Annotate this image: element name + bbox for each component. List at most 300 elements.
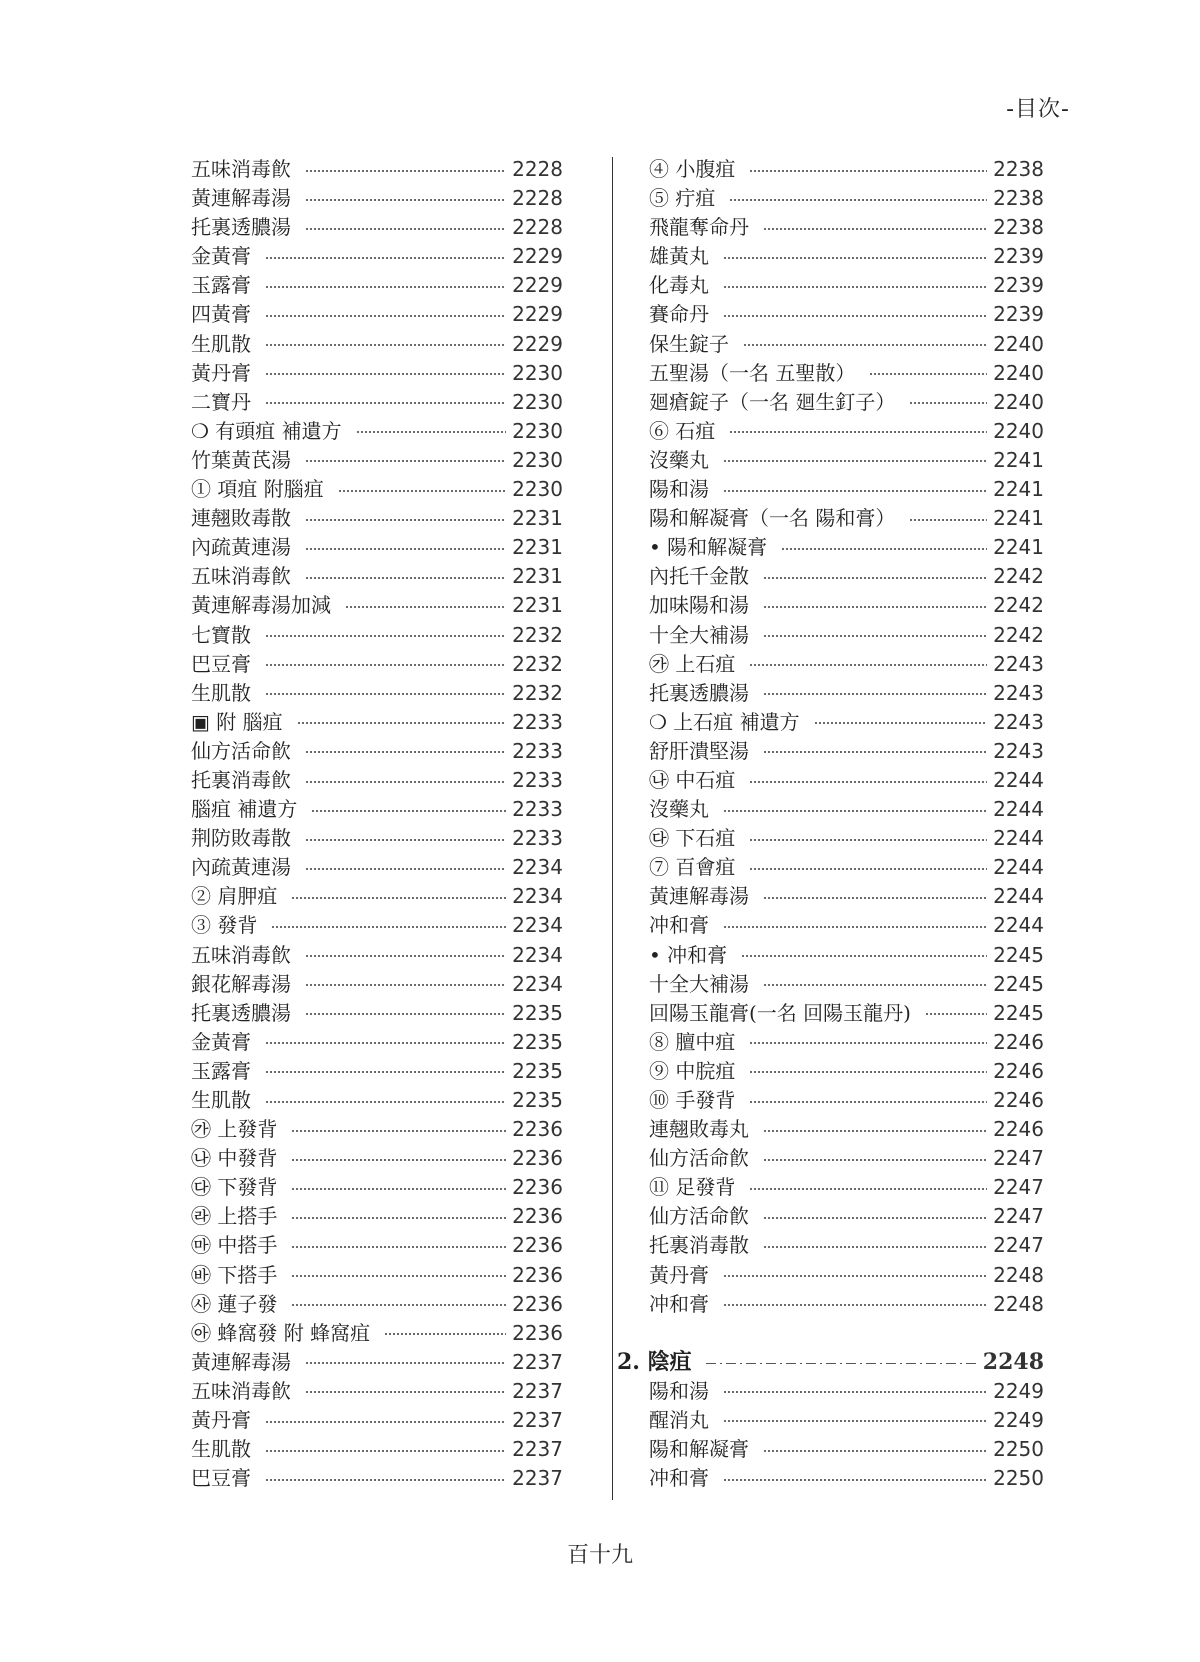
- entry-page-number: 2231: [512, 593, 563, 618]
- entry-page-number: 2233: [512, 738, 563, 763]
- entry-title: 2. 陰疽: [617, 1348, 692, 1375]
- entry-page-number: 2246: [993, 1088, 1044, 1112]
- dot-leader: [723, 315, 987, 317]
- toc-entry: [649, 679, 1044, 708]
- entry-title: 沒藥丸: [649, 447, 709, 472]
- entry-title: 陽和湯: [649, 477, 709, 502]
- toc-entry: [191, 650, 563, 679]
- entry-page-number: 2232: [512, 680, 563, 705]
- dot-leader: [305, 170, 506, 172]
- dot-leader: [311, 810, 506, 812]
- entry-title: 四黃膏: [191, 302, 251, 327]
- entry-page-number: 2236: [512, 1320, 563, 1345]
- entry-title: ⑨ 中脘疽: [649, 1058, 736, 1083]
- entry-page-number: 2249: [993, 1378, 1044, 1403]
- dot-leader: [749, 664, 987, 666]
- dot-leader: [706, 1363, 977, 1364]
- entry-title: 內疏黃連湯: [191, 535, 291, 560]
- entry-title: 五味消毒飮: [191, 157, 291, 181]
- entry-title: 托裏消毒飮: [191, 767, 291, 792]
- dot-leader: [305, 548, 506, 550]
- dot-leader: [723, 460, 987, 462]
- entry-title: 仙方活命飮: [649, 1146, 749, 1171]
- entry-title: 陽和湯: [649, 1378, 709, 1403]
- dot-leader: [741, 955, 987, 957]
- toc-entry: [649, 1173, 1044, 1202]
- entry-title: ㉯ 中發背: [191, 1146, 278, 1171]
- entry-page-number: 2243: [993, 651, 1044, 676]
- entry-page-number: 2236: [512, 1262, 563, 1287]
- entry-title: ③ 發背: [191, 913, 258, 938]
- dot-leader: [265, 402, 506, 404]
- toc-entry: [191, 300, 563, 329]
- toc-entry: [191, 1057, 563, 1086]
- toc-entry: [191, 1348, 563, 1377]
- toc-entry: [191, 766, 563, 795]
- entry-title: ② 肩胛疽: [191, 884, 278, 909]
- entry-page-number: 2233: [512, 709, 563, 734]
- dot-leader: [338, 490, 506, 492]
- entry-title: 黃丹膏: [649, 1262, 709, 1287]
- entry-page-number: 2238: [993, 157, 1044, 181]
- toc-entry: [649, 1028, 1044, 1057]
- entry-page-number: 2242: [993, 564, 1044, 589]
- toc-entry: [649, 708, 1044, 737]
- dot-leader: [729, 431, 987, 433]
- entry-page-number: 2250: [993, 1437, 1044, 1462]
- dot-leader: [265, 257, 506, 259]
- toc-entry: [191, 591, 563, 620]
- toc-entry: [191, 533, 563, 562]
- toc-entry: [649, 1435, 1044, 1464]
- toc-entry: [191, 242, 563, 271]
- entry-title: ㉵ 蜂窩發 附 蜂窩疽: [191, 1320, 371, 1345]
- dot-leader: [925, 1013, 987, 1015]
- entry-page-number: 2230: [512, 477, 563, 502]
- entry-title: 冲和膏: [649, 913, 709, 938]
- entry-page-number: 2234: [512, 884, 563, 909]
- entry-title: 賽命丹: [649, 302, 709, 327]
- entry-title: 化毒丸: [649, 273, 709, 298]
- entry-title: ㉱ 上搭手: [191, 1204, 278, 1229]
- toc-entry: [649, 824, 1044, 853]
- dot-leader: [265, 1479, 506, 1481]
- dot-leader: [271, 926, 506, 928]
- dot-leader: [291, 1159, 506, 1161]
- toc-entry: [649, 271, 1044, 300]
- entry-title: 托裏消毒散: [649, 1233, 749, 1258]
- entry-title: 內疏黃連湯: [191, 855, 291, 880]
- entry-page-number: 2237: [512, 1349, 563, 1374]
- entry-title: 沒藥丸: [649, 797, 709, 822]
- entry-page-number: 2231: [512, 535, 563, 560]
- entry-page-number: 2245: [993, 971, 1044, 996]
- entry-title: 保生錠子: [649, 331, 729, 356]
- toc-entry: [649, 766, 1044, 795]
- entry-page-number: 2229: [512, 331, 563, 356]
- toc-entry: [191, 1202, 563, 1231]
- entry-title: 連翹敗毒丸: [649, 1117, 749, 1142]
- toc-entry: [191, 853, 563, 882]
- dot-leader: [265, 373, 506, 375]
- entry-title: 巴豆膏: [191, 651, 251, 676]
- entry-title: 雄黃丸: [649, 244, 709, 269]
- dot-leader: [749, 170, 987, 172]
- dot-leader: [749, 781, 987, 783]
- toc-entry: [649, 1290, 1044, 1319]
- dot-leader: [291, 897, 506, 899]
- toc-entry: [191, 1290, 563, 1319]
- entry-title: 竹葉黃芪湯: [191, 447, 291, 472]
- dot-leader: [305, 1362, 506, 1364]
- entry-title: ⑥ 石疽: [649, 418, 716, 443]
- entry-page-number: 2244: [993, 855, 1044, 880]
- toc-entry: [191, 1231, 563, 1260]
- toc-entry: [649, 388, 1044, 417]
- entry-page-number: 2248: [982, 1348, 1044, 1375]
- entry-title: 黃連解毒湯: [191, 1349, 291, 1374]
- entry-page-number: 2244: [993, 767, 1044, 792]
- entry-title: ⑧ 膻中疽: [649, 1029, 736, 1054]
- entry-page-number: 2247: [993, 1233, 1044, 1258]
- entry-title: ▣ 附 腦疽: [191, 709, 283, 734]
- dot-leader: [305, 1391, 506, 1393]
- dot-leader: [763, 1246, 987, 1248]
- toc-entry: [649, 533, 1044, 562]
- column-divider: [612, 157, 613, 1500]
- toc-entry: [191, 795, 563, 824]
- toc-entry: [191, 941, 563, 970]
- entry-title: 仙方活命飮: [649, 1204, 749, 1229]
- entry-page-number: 2235: [512, 1029, 563, 1054]
- entry-title: ⑩ 手發背: [649, 1088, 736, 1112]
- dot-leader: [763, 635, 987, 637]
- toc-entry: [649, 591, 1044, 620]
- dot-leader: [297, 722, 506, 724]
- entry-title: 金黃膏: [191, 1029, 251, 1054]
- entry-title: 仙方活命飮: [191, 738, 291, 763]
- dot-leader: [265, 315, 506, 317]
- entry-title: ㉮ 上發背: [191, 1117, 278, 1142]
- entry-page-number: 2237: [512, 1378, 563, 1403]
- dot-leader: [749, 1071, 987, 1073]
- dot-leader: [749, 1042, 987, 1044]
- entry-page-number: 2230: [512, 389, 563, 414]
- toc-entry: [649, 1377, 1044, 1406]
- entry-title: 玉露膏: [191, 1058, 251, 1083]
- entry-page-number: 2233: [512, 767, 563, 792]
- entry-page-number: 2228: [512, 186, 563, 211]
- entry-title: 托裏透膿湯: [191, 1000, 291, 1025]
- entry-page-number: 2243: [993, 738, 1044, 763]
- toc-entry: [649, 941, 1044, 970]
- entry-title: 十全大補湯: [649, 971, 749, 996]
- entry-page-number: 2229: [512, 244, 563, 269]
- entry-title: ㉰ 下發背: [191, 1175, 278, 1200]
- right-column: [617, 155, 1044, 1493]
- entry-page-number: 2229: [512, 302, 563, 327]
- dot-leader: [749, 1101, 987, 1103]
- dot-leader: [763, 693, 987, 695]
- entry-title: 黃丹膏: [191, 360, 251, 385]
- toc-entry: [649, 1464, 1044, 1493]
- toc-entry: [191, 999, 563, 1028]
- entry-page-number: 2236: [512, 1117, 563, 1142]
- entry-page-number: 2241: [993, 477, 1044, 502]
- entry-page-number: 2240: [993, 331, 1044, 356]
- entry-title: 腦疽 補遺方: [191, 797, 298, 822]
- entry-title: 連翹敗毒散: [191, 506, 291, 531]
- entry-page-number: 2245: [993, 1000, 1044, 1025]
- toc-entry: [649, 359, 1044, 388]
- toc-entry: [191, 155, 563, 184]
- entry-page-number: 2230: [512, 360, 563, 385]
- dot-leader: [729, 199, 987, 201]
- entry-page-number: 2239: [993, 244, 1044, 269]
- dot-leader: [291, 1246, 506, 1248]
- entry-title: 冲和膏: [649, 1291, 709, 1316]
- toc-entry: [649, 562, 1044, 591]
- entry-page-number: 2245: [993, 942, 1044, 967]
- toc-entry: [649, 1144, 1044, 1173]
- toc-entry: [191, 1377, 563, 1406]
- entry-title: ❍ 有頭疽 補遺方: [191, 418, 342, 443]
- entry-title: 十全大補湯: [649, 622, 749, 647]
- entry-page-number: 2243: [993, 680, 1044, 705]
- entry-page-number: 2234: [512, 971, 563, 996]
- toc-entry: [649, 882, 1044, 911]
- entry-page-number: 2228: [512, 157, 563, 181]
- toc-entry: [649, 853, 1044, 882]
- dot-leader: [723, 926, 987, 928]
- dot-leader: [265, 1071, 506, 1073]
- toc-entry: [649, 970, 1044, 999]
- toc-entry: [649, 999, 1044, 1028]
- entry-title: 銀花解毒湯: [191, 971, 291, 996]
- entry-title: 黃丹膏: [191, 1408, 251, 1433]
- toc-entry: [649, 650, 1044, 679]
- dot-leader: [781, 548, 987, 550]
- toc-entry: [191, 621, 563, 650]
- entry-page-number: 2250: [993, 1466, 1044, 1491]
- entry-page-number: 2235: [512, 1058, 563, 1083]
- toc-entry: [191, 737, 563, 766]
- entry-title: 托裏透膿湯: [649, 680, 749, 705]
- dot-leader: [763, 1159, 987, 1161]
- dot-leader: [265, 1042, 506, 1044]
- dot-leader: [749, 1188, 987, 1190]
- toc-entry: [649, 155, 1044, 184]
- toc-entry: [649, 213, 1044, 242]
- dot-leader: [763, 606, 987, 608]
- dot-leader: [305, 955, 506, 957]
- entry-title: 黃連解毒湯: [191, 186, 291, 211]
- toc-entry: [649, 621, 1044, 650]
- entry-title: ❍ 上石疽 補遺方: [649, 709, 800, 734]
- toc-entry: [649, 446, 1044, 475]
- entry-page-number: 2246: [993, 1058, 1044, 1083]
- toc-entry: [649, 242, 1044, 271]
- dot-leader: [305, 228, 506, 230]
- entry-title: 回陽玉龍膏(一名 回陽玉龍丹): [649, 1000, 911, 1025]
- dot-leader: [305, 1013, 506, 1015]
- entry-title: 生肌散: [191, 1437, 251, 1462]
- entry-title: 金黃膏: [191, 244, 251, 269]
- toc-entry: [649, 417, 1044, 446]
- dot-leader: [265, 286, 506, 288]
- entry-page-number: 2231: [512, 564, 563, 589]
- entry-page-number: 2236: [512, 1146, 563, 1171]
- entry-page-number: 2233: [512, 826, 563, 851]
- toc-entry: [649, 184, 1044, 213]
- entry-title: 五聖湯（一名 五聖散）: [649, 360, 856, 385]
- dot-leader: [749, 868, 987, 870]
- toc-entry: [191, 1261, 563, 1290]
- entry-page-number: 2243: [993, 709, 1044, 734]
- entry-page-number: 2233: [512, 797, 563, 822]
- entry-title: ⑦ 百會疽: [649, 855, 736, 880]
- dot-leader: [749, 839, 987, 841]
- toc-entry: [191, 1464, 563, 1493]
- toc-entry: [191, 446, 563, 475]
- entry-title: ④ 小腹疽: [649, 157, 736, 181]
- toc-entry: [649, 475, 1044, 504]
- entry-title: 生肌散: [191, 680, 251, 705]
- toc-entry: [649, 1406, 1044, 1435]
- dot-leader: [763, 1130, 987, 1132]
- entry-title: 內托千金散: [649, 564, 749, 589]
- entry-page-number: 2240: [993, 360, 1044, 385]
- toc-entry: [191, 562, 563, 591]
- entry-page-number: 2237: [512, 1408, 563, 1433]
- entry-page-number: 2237: [512, 1466, 563, 1491]
- toc-entry: [191, 1319, 563, 1348]
- entry-page-number: 2248: [993, 1262, 1044, 1287]
- entry-page-number: 2235: [512, 1000, 563, 1025]
- dot-leader: [909, 519, 987, 521]
- dot-leader: [723, 1391, 987, 1393]
- toc-entry: [649, 300, 1044, 329]
- dot-leader: [305, 577, 506, 579]
- entry-page-number: 2242: [993, 622, 1044, 647]
- toc-entry: [191, 1173, 563, 1202]
- dot-leader: [291, 1217, 506, 1219]
- entry-page-number: 2230: [512, 447, 563, 472]
- entry-title: 五味消毒飮: [191, 942, 291, 967]
- toc-entry: [191, 1144, 563, 1173]
- dot-leader: [291, 1130, 506, 1132]
- entry-title: 巴豆膏: [191, 1466, 251, 1491]
- entry-page-number: 2241: [993, 535, 1044, 560]
- entry-title: ㉳ 下搭手: [191, 1262, 278, 1287]
- entry-title: 生肌散: [191, 331, 251, 356]
- entry-title: 玉露膏: [191, 273, 251, 298]
- entry-title: ㉰ 下石疽: [649, 826, 736, 851]
- entry-title: 加味陽和湯: [649, 593, 749, 618]
- entry-title: • 冲和膏: [649, 942, 728, 967]
- dot-leader: [723, 257, 987, 259]
- entry-page-number: 2244: [993, 913, 1044, 938]
- toc-entry: [649, 1261, 1044, 1290]
- entry-page-number: 2242: [993, 593, 1044, 618]
- dot-leader: [723, 810, 987, 812]
- toc-entry: [191, 213, 563, 242]
- toc-entry: [649, 795, 1044, 824]
- toc-entry: [191, 911, 563, 940]
- toc-entry: [191, 330, 563, 359]
- entry-title: 陽和解凝膏: [649, 1437, 749, 1462]
- toc-entry: [191, 271, 563, 300]
- entry-page-number: 2244: [993, 884, 1044, 909]
- left-column: [191, 155, 563, 1493]
- entry-title: 五味消毒飮: [191, 564, 291, 589]
- entry-page-number: 2236: [512, 1204, 563, 1229]
- entry-title: 飛龍奪命丹: [649, 215, 749, 240]
- entry-title: 七寶散: [191, 622, 251, 647]
- entry-page-number: 2239: [993, 273, 1044, 298]
- toc-entry: [649, 1231, 1044, 1260]
- entry-title: 二寶丹: [191, 389, 251, 414]
- dot-leader: [723, 286, 987, 288]
- dot-leader: [384, 1333, 506, 1335]
- entry-title: 黃連解毒湯: [649, 884, 749, 909]
- entry-page-number: 2232: [512, 622, 563, 647]
- entry-title: 生肌散: [191, 1088, 251, 1112]
- dot-leader: [723, 1420, 987, 1422]
- entry-page-number: 2244: [993, 826, 1044, 851]
- dot-leader: [265, 1101, 506, 1103]
- dot-leader: [305, 781, 506, 783]
- toc-entry: [649, 330, 1044, 359]
- dot-leader: [763, 897, 987, 899]
- dot-leader: [723, 1479, 987, 1481]
- dot-leader: [291, 1188, 506, 1190]
- entry-title: 廻瘡錠子（一名 廻生釘子）: [649, 389, 896, 414]
- entry-title: • 陽和解凝膏: [649, 535, 768, 560]
- entry-page-number: 2234: [512, 855, 563, 880]
- entry-title: ⑪ 足發背: [649, 1175, 736, 1200]
- dot-leader: [345, 606, 506, 608]
- toc-entry: [191, 1115, 563, 1144]
- dot-leader: [763, 1217, 987, 1219]
- entry-page-number: 2230: [512, 418, 563, 443]
- dot-leader: [743, 344, 987, 346]
- dot-leader: [291, 1304, 506, 1306]
- toc-entry: [191, 504, 563, 533]
- entry-page-number: 2236: [512, 1175, 563, 1200]
- toc-entry: [191, 824, 563, 853]
- entry-title: 托裏透膿湯: [191, 215, 291, 240]
- entry-page-number: 2247: [993, 1175, 1044, 1200]
- entry-title: ㉲ 中搭手: [191, 1233, 278, 1258]
- entry-title: 舒肝潰堅湯: [649, 738, 749, 763]
- dot-leader: [265, 344, 506, 346]
- entry-page-number: 2239: [993, 302, 1044, 327]
- dot-leader: [909, 402, 987, 404]
- dot-leader: [265, 664, 506, 666]
- dot-leader: [305, 839, 506, 841]
- toc-entry: [191, 417, 563, 446]
- dot-leader: [763, 1450, 987, 1452]
- entry-title: ① 項疽 附腦疽: [191, 477, 324, 502]
- dot-leader: [869, 373, 987, 375]
- entry-page-number: 2229: [512, 273, 563, 298]
- entry-page-number: 2246: [993, 1029, 1044, 1054]
- dot-leader: [305, 460, 506, 462]
- entry-page-number: 2247: [993, 1204, 1044, 1229]
- entry-title: 冲和膏: [649, 1466, 709, 1491]
- toc-entry: [191, 708, 563, 737]
